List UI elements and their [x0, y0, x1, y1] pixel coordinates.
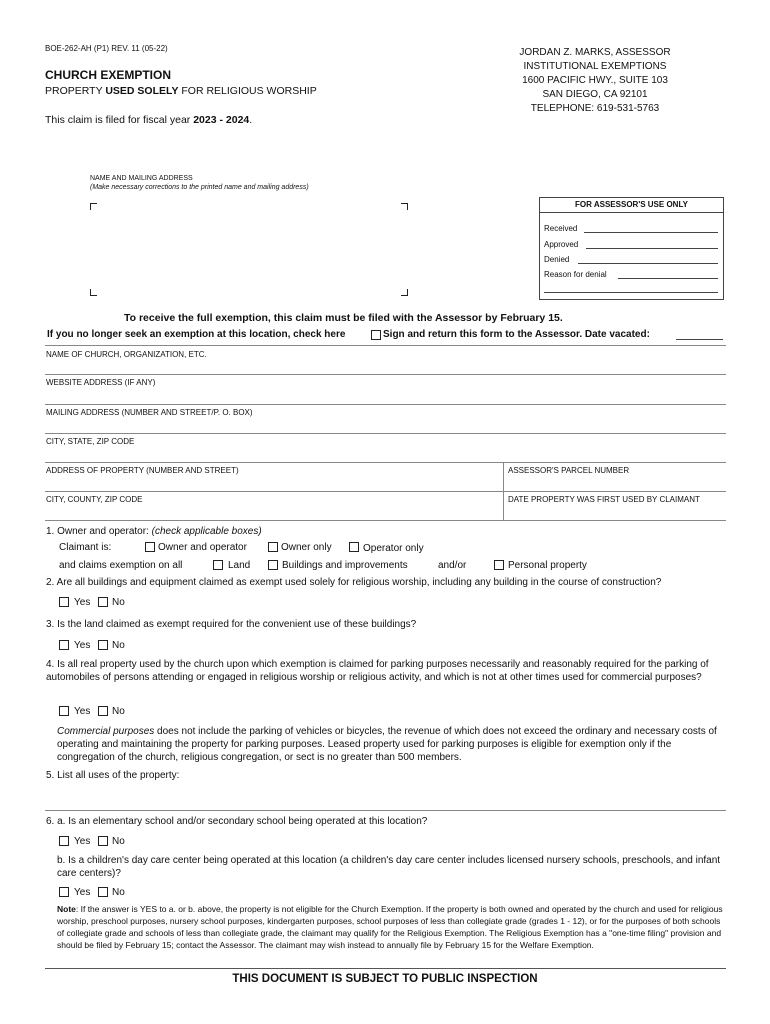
q6b-yes-checkbox[interactable] [59, 887, 69, 897]
owner-only-checkbox[interactable] [268, 542, 278, 552]
church-name-field[interactable] [45, 374, 726, 375]
owner-only-label: Owner only [281, 542, 332, 553]
q6b-no-checkbox[interactable] [98, 887, 108, 897]
claimant-is-label: Claimant is: [59, 542, 112, 553]
q3-yes-checkbox[interactable] [59, 640, 69, 650]
q5-text: 5. List all uses of the property: [46, 770, 180, 781]
buildings-checkbox[interactable] [268, 560, 278, 570]
date-vacated-field[interactable] [676, 339, 723, 340]
property-address-field[interactable] [45, 491, 726, 492]
q4-text: 4. Is all real property used by the church upon which exemption is claimed for parking purposes necessarily and reasonably required for the parking of automobiles of persons attending or engaged in religious worship or religious activity, and which is not at other times used for commercial purposes? [46, 659, 709, 683]
q3-yes-label: Yes [74, 640, 91, 651]
q6b-text: b. Is a children's day care center being operated at this location (a children's day care center includes licensed nursery schools, preschools, and infant care centers)? [57, 855, 721, 879]
uses-field[interactable] [45, 810, 726, 811]
address-block-note: (Make necessary corrections to the printed name and mailing address) [90, 184, 309, 191]
q6a-no-checkbox[interactable] [98, 836, 108, 846]
q3-text: 3. Is the land claimed as exempt required for the convenient use of these buildings? [46, 619, 417, 630]
corner-mark-bottom-right [401, 289, 408, 296]
approved-label: Approved [544, 240, 579, 249]
no-longer-text: If you no longer seek an exemption at this location, check here [47, 329, 346, 340]
q2-yes-label: Yes [74, 597, 91, 608]
corner-mark-top-left [90, 203, 97, 210]
footer-rule [45, 968, 726, 969]
personal-property-checkbox[interactable] [494, 560, 504, 570]
reason-field-line-2[interactable] [544, 292, 718, 293]
land-label: Land [228, 560, 251, 571]
assessor-use-header: FOR ASSESSOR'S USE ONLY [540, 198, 723, 213]
q2-text: 2. Are all buildings and equipment claimed as exempt used solely for religious worship, including any building in the course of construction? [46, 577, 662, 588]
denied-label: Denied [544, 255, 570, 264]
address-block-label: NAME AND MAILING ADDRESS [90, 175, 193, 182]
website-label: WEBSITE ADDRESS (IF ANY) [46, 378, 156, 387]
first-used-date-label: DATE PROPERTY WAS FIRST USED BY CLAIMANT [508, 495, 700, 504]
buildings-label: Buildings and improvements [282, 560, 408, 571]
q6a-text: 6. a. Is an elementary school and/or secondary school being operated at this location? [46, 816, 428, 827]
form-subtitle: PROPERTY USED SOLELY FOR RELIGIOUS WORSHIP [45, 85, 317, 97]
q2-no-label: No [112, 597, 125, 608]
field-separator [45, 345, 726, 346]
q2-no-checkbox[interactable] [98, 597, 108, 607]
q4-no-checkbox[interactable] [98, 706, 108, 716]
sign-return-text: Sign and return this form to the Assessor. Date vacated: [383, 329, 650, 340]
q3-no-checkbox[interactable] [98, 640, 108, 650]
church-name-label: NAME OF CHURCH, ORGANIZATION, ETC. [46, 350, 207, 359]
mailing-address-label: MAILING ADDRESS (NUMBER AND STREET/P. O. BOX) [46, 408, 253, 417]
q4-yes-checkbox[interactable] [59, 706, 69, 716]
form-id: BOE-262-AH (P1) REV. 11 (05-22) [45, 44, 168, 53]
city-state-zip-field[interactable] [45, 462, 726, 463]
corner-mark-bottom-left [90, 289, 97, 296]
q6a-no-label: No [112, 836, 125, 847]
q4-yes-label: Yes [74, 706, 91, 717]
assessor-city: SAN DIEGO, CA 92101 [542, 89, 648, 100]
q3-no-label: No [112, 640, 125, 651]
personal-property-label: Personal property [508, 560, 587, 571]
city-county-zip-label: CITY, COUNTY, ZIP CODE [46, 495, 143, 504]
approved-field[interactable] [586, 248, 718, 249]
form-title: CHURCH EXEMPTION [45, 68, 172, 82]
assessor-phone: TELEPHONE: 619-531-5763 [530, 103, 660, 114]
and-or-label: and/or [438, 560, 467, 571]
public-inspection-footer: THIS DOCUMENT IS SUBJECT TO PUBLIC INSPECTION [232, 973, 538, 985]
assessor-address [500, 46, 690, 116]
website-field[interactable] [45, 404, 726, 405]
note-text: Note: If the answer is YES to a. or b. above, the property is not eligible for the Church Exemption. If the property is both owned and operated by the church and used for religious worship, preschool purposes, nursery school purposes, kindergarten purposes, school purposes of less than collegiate grade (grades 1 - 12), or for the purposes of both schools of collegiate grade and schools of less than collegiate grade, the claimant may qualify for the Religious Exemption. The Religious Exemption has a "one-time filing" provision and should be filed by February 15; contact the Assessor. The claimant may wish instead to annually file by February 15 for the Welfare Exemption. [57, 904, 723, 950]
reason-label: Reason for denial [544, 270, 607, 279]
assessor-dept: INSTITUTIONAL EXEMPTIONS [523, 61, 667, 72]
q6a-yes-label: Yes [74, 836, 91, 847]
received-label: Received [544, 224, 578, 233]
q6b-no-label: No [112, 887, 125, 898]
corner-mark-top-right [401, 203, 408, 210]
parcel-number-label: ASSESSOR'S PARCEL NUMBER [508, 466, 630, 475]
assessor-name: JORDAN Z. MARKS, ASSESSOR [519, 47, 671, 58]
assessor-street: 1600 PACIFIC HWY., SUITE 103 [522, 75, 668, 86]
fiscal-year-statement: This claim is filed for fiscal year 2023 - 2024. [45, 114, 253, 126]
operator-only-checkbox[interactable] [349, 542, 359, 552]
land-checkbox[interactable] [213, 560, 223, 570]
city-county-zip-field[interactable] [45, 520, 726, 521]
q1-text: 1. Owner and operator: (check applicable boxes) [46, 526, 262, 537]
q4-no-label: No [112, 706, 125, 717]
q2-yes-checkbox[interactable] [59, 597, 69, 607]
owner-operator-label: Owner and operator [158, 542, 247, 553]
deadline-notice: To receive the full exemption, this claim must be filed with the Assessor by February 15. [124, 312, 563, 324]
mailing-address-field[interactable] [45, 433, 726, 434]
city-state-zip-label: CITY, STATE, ZIP CODE [46, 437, 135, 446]
reason-field[interactable] [618, 278, 718, 279]
q6b-yes-label: Yes [74, 887, 91, 898]
q6a-yes-checkbox[interactable] [59, 836, 69, 846]
vacated-checkbox[interactable] [371, 330, 381, 340]
claims-on-all-label: and claims exemption on all [59, 560, 183, 571]
property-address-label: ADDRESS OF PROPERTY (NUMBER AND STREET) [46, 466, 239, 475]
denied-field[interactable] [578, 263, 718, 264]
operator-only-label: Operator only [363, 543, 424, 554]
owner-operator-checkbox[interactable] [145, 542, 155, 552]
commercial-purposes-note: Commercial purposes does not include the parking of vehicles or bicycles, the revenue of which does not exceed the ordinary and necessary costs of operating and maintaining the property for parking purposes. Leased property used for parking purposes is eligible for exemption only if the congregation of the church, religious congregation, or sect is no greater than 500 members. [57, 726, 717, 763]
received-field[interactable] [584, 232, 718, 233]
